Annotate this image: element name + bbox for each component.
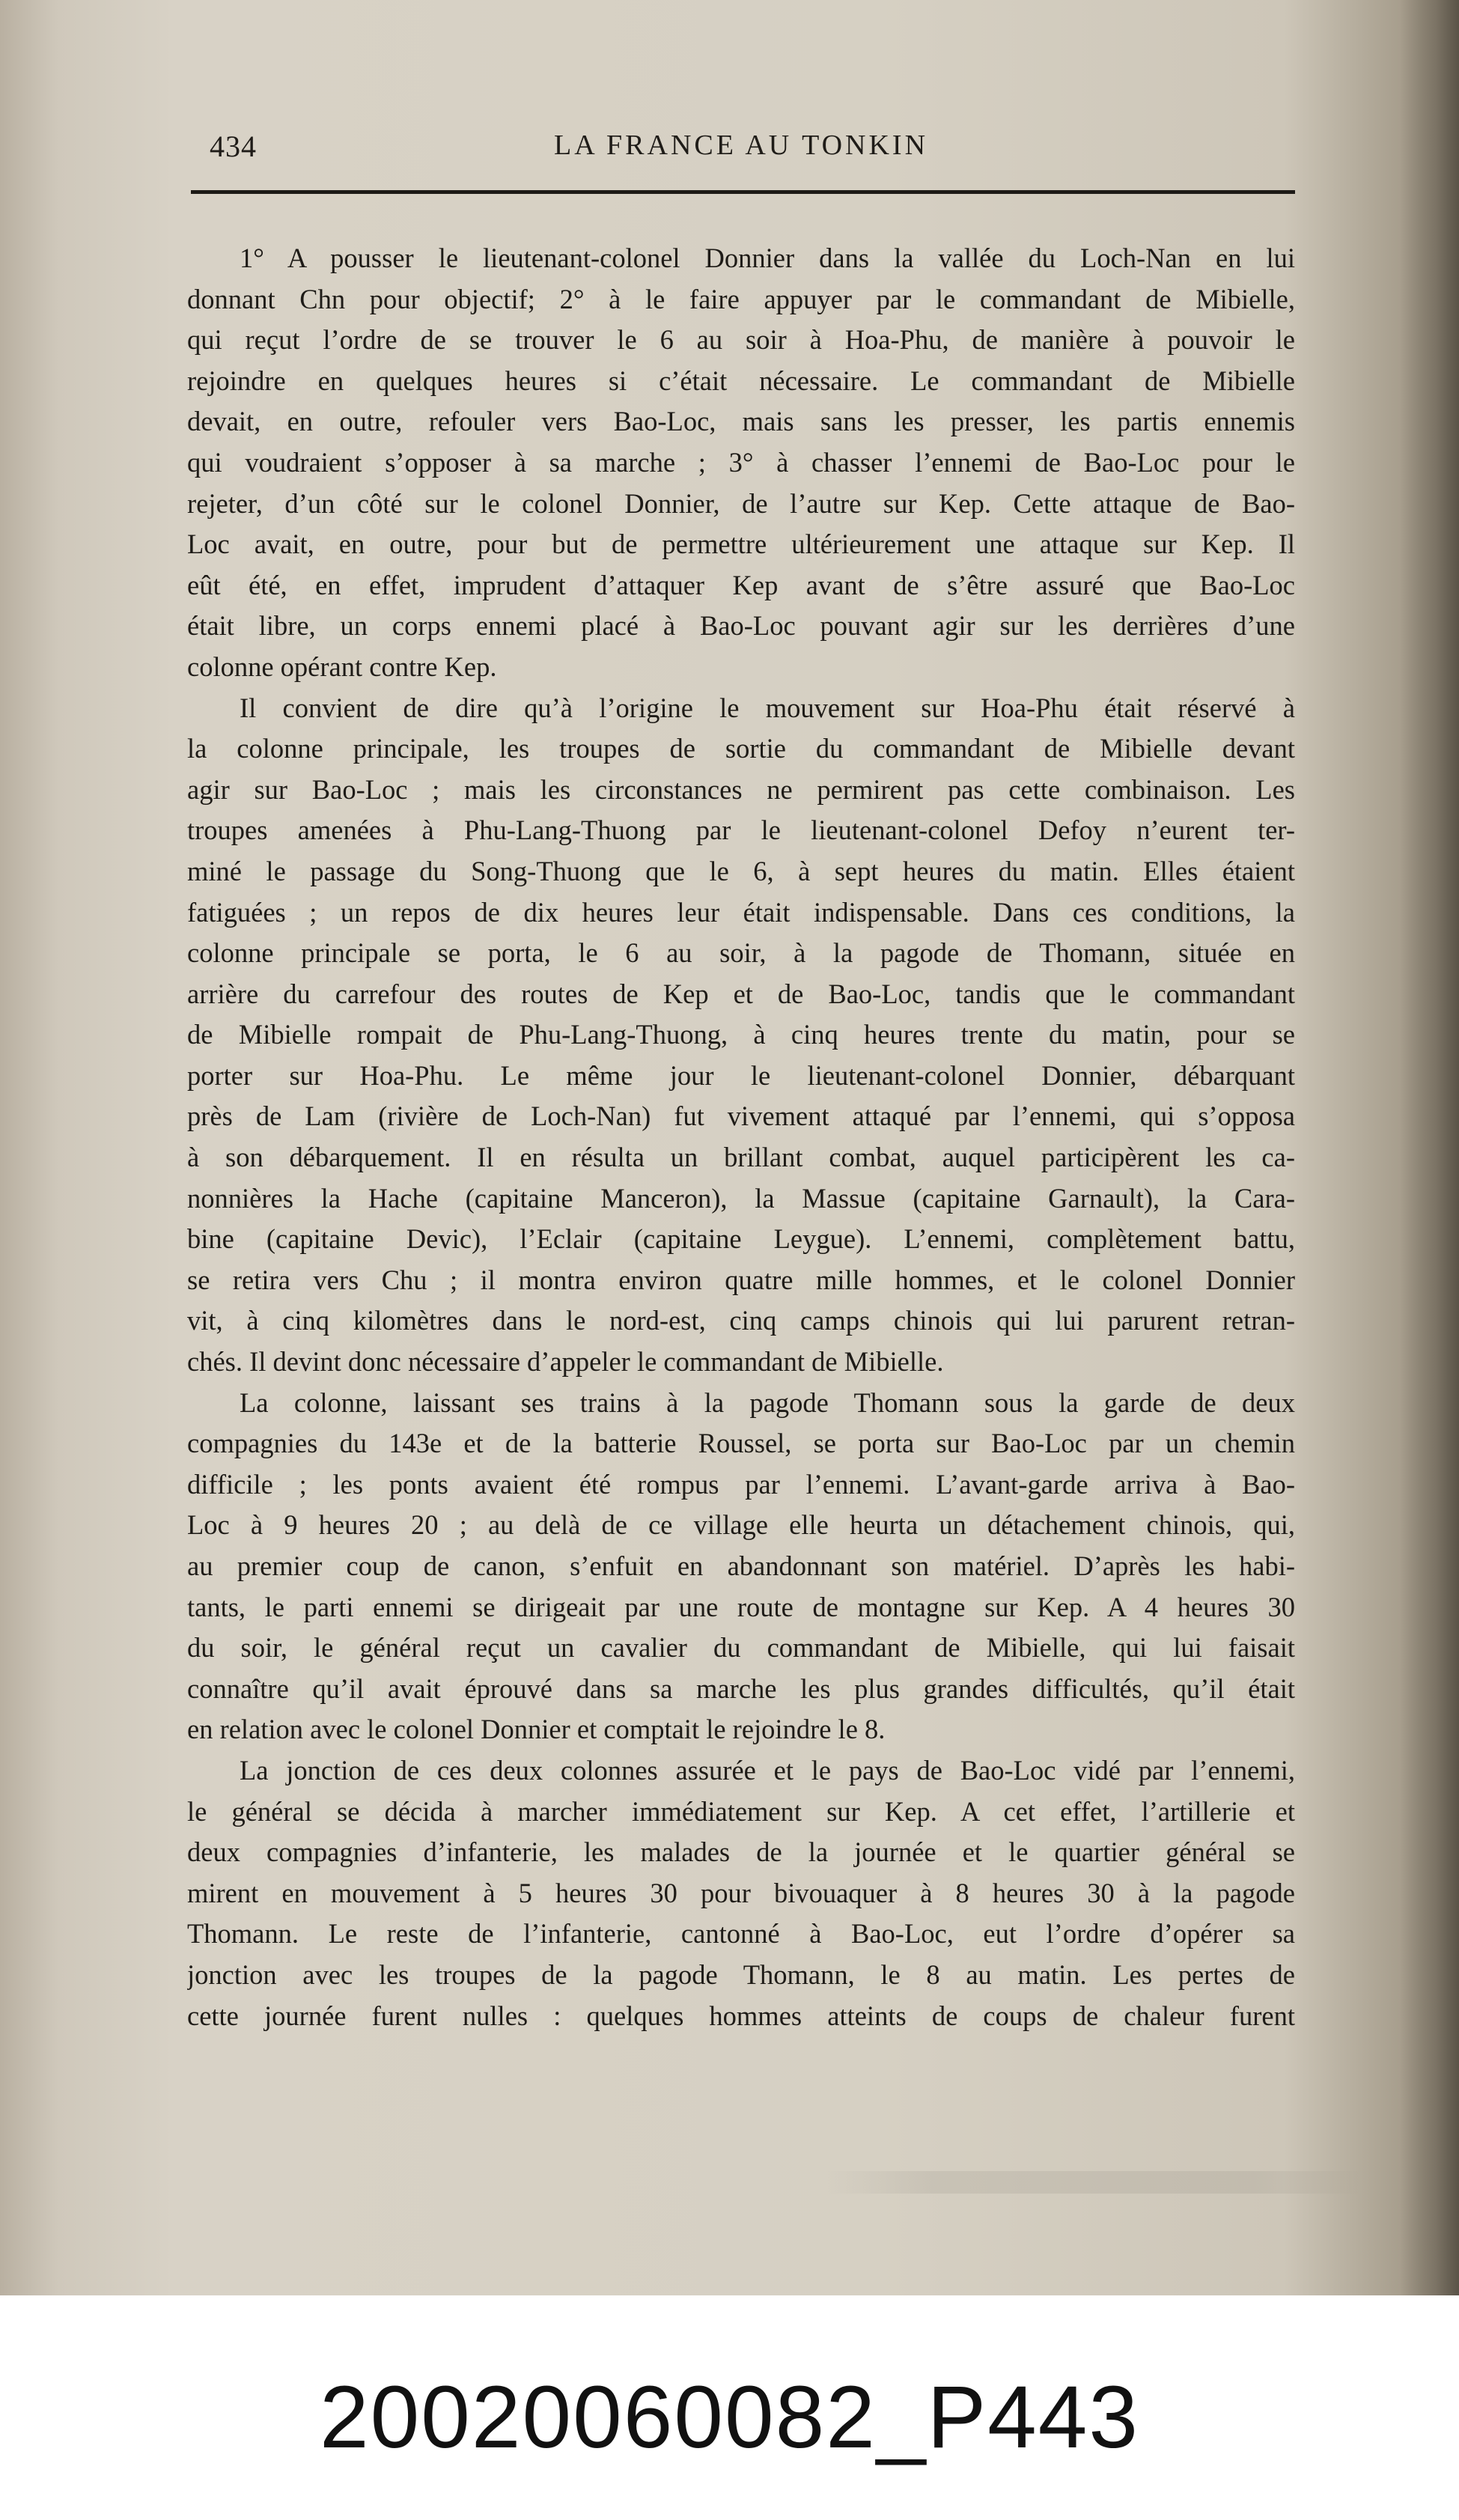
text-line: rejeter, d’un côté sur le colonel Donnier, de l’autre sur Kep. Cette attaque de Bao- <box>187 487 1295 519</box>
text-line: arrière du carrefour des routes de Kep et de Bao-Loc, tandis que le commandant <box>187 978 1295 1009</box>
text-line: mirent en mouvement à 5 heures 30 pour bivouaquer à 8 heures 30 à la pagode <box>187 1877 1295 1908</box>
caption-strip <box>0 2295 1459 2520</box>
text-line: cette journée furent nulles : quelques hommes atteints de coups de chaleur furent <box>187 2000 1295 2031</box>
text-line: rejoindre en quelques heures si c’était nécessaire. Le commandant de Mibielle <box>187 365 1295 396</box>
text-line: miné le passage du Song-Thuong que le 6, à sept heures du matin. Elles étaient <box>187 855 1295 886</box>
text-line: bine (capitaine Devic), l’Eclair (capitaine Leygue). L’ennemi, complètement battu, <box>187 1223 1295 1255</box>
text-line: se retira vers Chu ; il montra environ quatre mille hommes, et le colonel Donnier <box>187 1264 1295 1295</box>
text-line: nonnières la Hache (capitaine Manceron), la Massue (capitaine Garnault), la Cara- <box>187 1182 1295 1214</box>
text-line: vit, à cinq kilomètres dans le nord-est, cinq camps chinois qui lui parurent retran- <box>187 1305 1295 1336</box>
text-line: La jonction de ces deux colonnes assurée et le pays de Bao-Loc vidé par l’ennemi, <box>240 1754 1295 1786</box>
text-line: Thomann. Le reste de l’infanterie, cantonné à Bao-Loc, eut l’ordre d’opérer sa <box>187 1918 1295 1950</box>
text-line: jonction avec les troupes de la pagode Thomann, le 8 au matin. Les pertes de <box>187 1959 1295 1990</box>
text-line: connaître qu’il avait éprouvé dans sa marche les plus grandes difficultés, qu’il était <box>187 1673 1295 1704</box>
text-line: troupes amenées à Phu-Lang-Thuong par le lieutenant-colonel Defoy n’eurent ter- <box>187 815 1295 846</box>
page-number: 434 <box>210 130 257 163</box>
text-line: en relation avec le colonel Donnier et comptait le rejoindre le 8. <box>187 1714 886 1745</box>
text-line: qui voudraient s’opposer à sa marche ; 3° à chasser l’ennemi de Bao-Loc pour le <box>187 446 1295 478</box>
text-line: devait, en outre, refouler vers Bao-Loc, mais sans les presser, les partis ennemis <box>187 406 1295 437</box>
text-line: du soir, le général reçut un cavalier du commandant de Mibielle, qui lui faisait <box>187 1632 1295 1664</box>
body-text <box>187 238 1295 2036</box>
text-line: fatiguées ; un repos de dix heures leur était indispensable. Dans ces conditions, la <box>187 896 1295 928</box>
header-rule <box>191 190 1295 194</box>
text-line: compagnies du 143e et de la batterie Roussel, se porta sur Bao-Loc par un chemin <box>187 1428 1295 1459</box>
page-edge-shadow <box>1400 0 1459 2295</box>
text-line: au premier coup de canon, s’enfuit en abandonnant son matériel. D’après les habi- <box>187 1550 1295 1581</box>
text-line: porter sur Hoa-Phu. Le même jour le lieutenant-colonel Donnier, débarquant <box>187 1059 1295 1091</box>
text-line: difficile ; les ponts avaient été rompus par l’ennemi. L’avant-garde arriva à Bao- <box>187 1468 1295 1500</box>
text-line: La colonne, laissant ses trains à la pagode Thomann sous la garde de deux <box>240 1387 1295 1418</box>
bleed-through-mark <box>823 2171 1362 2194</box>
running-title: LA FRANCE AU TONKIN <box>553 130 929 161</box>
text-line: tants, le parti ennemi se dirigeait par une route de montagne sur Kep. A 4 heures 30 <box>187 1591 1295 1622</box>
text-line: la colonne principale, les troupes de sortie du commandant de Mibielle devant <box>187 733 1295 764</box>
text-line: Loc avait, en outre, pour but de permettre ultérieurement une attaque sur Kep. Il <box>187 529 1295 560</box>
text-line: était libre, un corps ennemi placé à Bao-Loc pouvant agir sur les derrières d’une <box>187 610 1295 642</box>
text-line: de Mibielle rompait de Phu-Lang-Thuong, à cinq heures trente du matin, pour se <box>187 1019 1295 1050</box>
text-line: deux compagnies d’infanterie, les malades de la journée et le quartier général se <box>187 1836 1295 1868</box>
text-line: qui reçut l’ordre de se trouver le 6 au soir à Hoa-Phu, de manière à pouvoir le <box>187 324 1295 356</box>
text-line: à son débarquement. Il en résulta un brillant combat, auquel participèrent les ca- <box>187 1142 1295 1173</box>
text-line: Loc à 9 heures 20 ; au delà de ce village elle heurta un détachement chinois, qui, <box>187 1509 1295 1541</box>
text-line: colonne opérant contre Kep. <box>187 651 497 682</box>
text-line: colonne principale se porta, le 6 au soir, à la pagode de Thomann, située en <box>187 937 1295 969</box>
text-line: chés. Il devint donc nécessaire d’appeler le commandant de Mibielle. <box>187 1346 944 1378</box>
text-line: près de Lam (rivière de Loch-Nan) fut vivement attaqué par l’ennemi, qui s’opposa <box>187 1101 1295 1132</box>
text-line: 1° A pousser le lieutenant-colonel Donnier dans la vallée du Loch-Nan en lui <box>240 243 1295 273</box>
text-line: eût été, en effet, imprudent d’attaquer Kep avant de s’être assuré que Bao-Loc <box>187 569 1295 600</box>
text-line: le général se décida à marcher immédiatement sur Kep. A cet effet, l’artillerie et <box>187 1795 1295 1827</box>
image-caption: 20020060082_P443 <box>319 2368 1140 2467</box>
text-line: agir sur Bao-Loc ; mais les circonstances ne permirent pas cette combinaison. Les <box>187 773 1295 805</box>
running-header <box>187 129 1295 174</box>
text-line: donnant Chn pour objectif; 2° à le faire appuyer par le commandant de Mibielle, <box>187 283 1295 314</box>
text-line: Il convient de dire qu’à l’origine le mouvement sur Hoa-Phu était réservé à <box>240 692 1295 723</box>
